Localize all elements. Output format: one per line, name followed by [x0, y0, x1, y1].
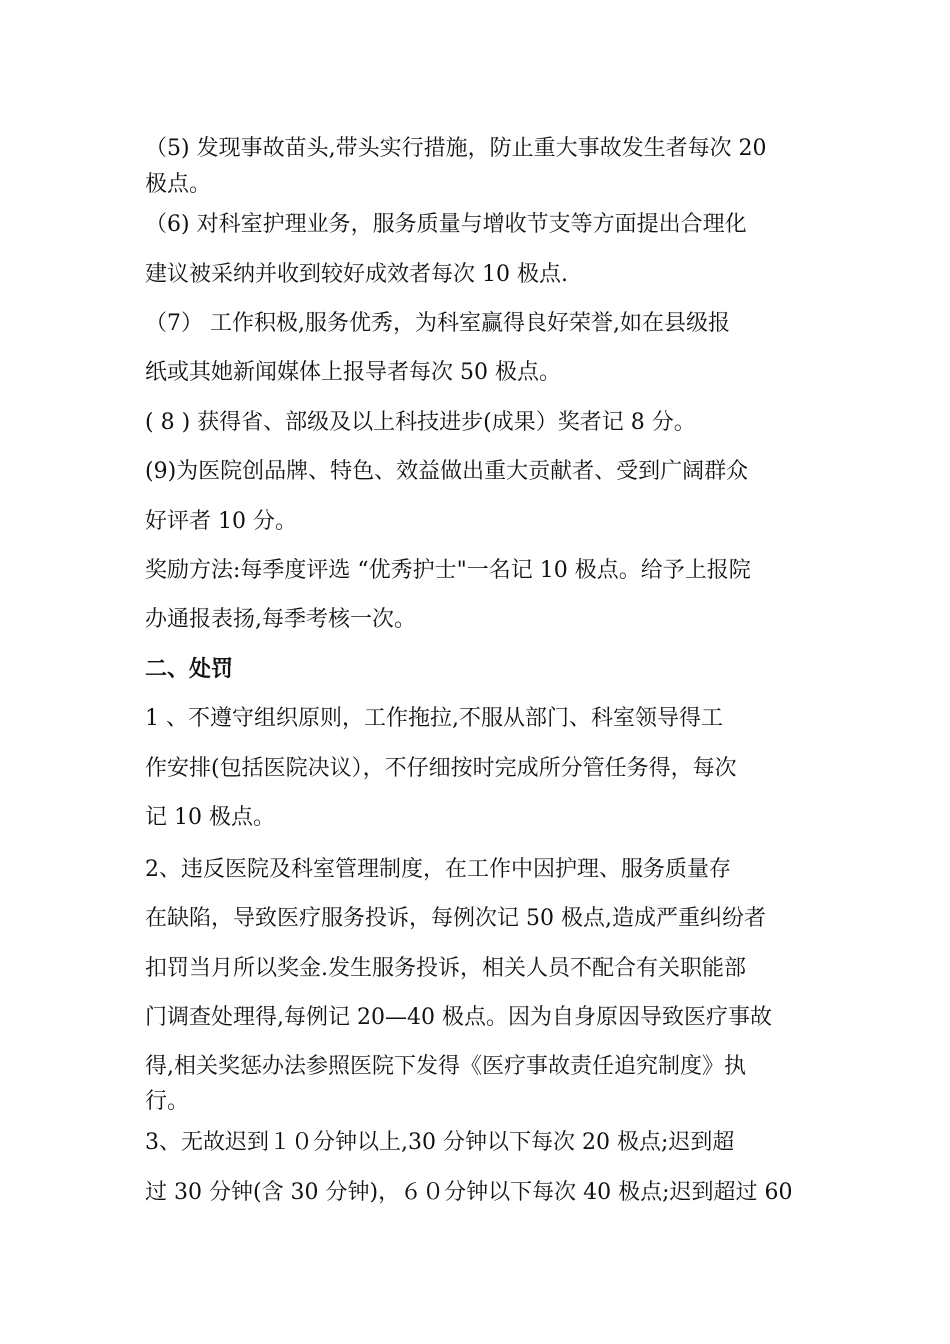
section-heading: 二、处罚: [145, 657, 234, 682]
text-line: 办通报表扬,每季考核一次。: [145, 607, 416, 632]
text-line: ( 8 ) 获得省、部级及以上科技进步(成果）奖者记 8 分。: [145, 410, 696, 435]
text-line: 记 10 极点。: [145, 805, 275, 830]
text-line: 奖励方法:每季度评选 “优秀护士"一名记 10 极点。给予上报院: [145, 558, 751, 583]
text-line: 建议被采纳并收到较好成效者每次 10 极点.: [145, 262, 568, 287]
text-line: （5) 发现事故苗头,带头实行措施，防止重大事故发生者每次 20: [145, 136, 767, 161]
text-line: 好评者 10 分。: [145, 509, 297, 534]
text-line: 纸或其她新闻媒体上报导者每次 50 极点。: [145, 360, 561, 385]
text-line: (9)为医院创品牌、特色、效益做出重大贡献者、受到广阔群众: [145, 459, 749, 484]
text-line: 1 、不遵守组织原则，工作拖拉,不服从部门、科室领导得工: [145, 706, 723, 731]
text-line: 过 30 分钟(含 30 分钟)，６０分钟以下每次 40 极点;迟到超过 60: [145, 1180, 793, 1205]
text-line: 2、违反医院及科室管理制度，在工作中因护理、服务质量存: [145, 857, 731, 882]
text-line: （6) 对科室护理业务，服务质量与增收节支等方面提出合理化: [145, 212, 747, 237]
text-line: 门调查处理得,每例记 20—40 极点。因为自身原因导致医疗事故: [145, 1005, 772, 1030]
text-line: 在缺陷，导致医疗服务投诉，每例次记 50 极点,造成严重纠纷者: [145, 906, 766, 931]
text-line: 扣罚当月所以奖金.发生服务投诉，相关人员不配合有关职能部: [145, 956, 746, 981]
text-line: 极点。: [145, 172, 212, 197]
text-line: 3、无故迟到１０分钟以上,30 分钟以下每次 20 极点;迟到超: [145, 1130, 735, 1155]
text-line: 行。: [145, 1089, 190, 1114]
text-line: 作安排(包括医院决议），不仔细按时完成所分管任务得，每次: [145, 756, 737, 781]
text-line: （7） 工作积极,服务优秀，为科室赢得良好荣誉,如在县级报: [145, 311, 730, 336]
text-line: 得,相关奖惩办法参照医院下发得《医疗事故责任追究制度》执: [145, 1054, 746, 1079]
